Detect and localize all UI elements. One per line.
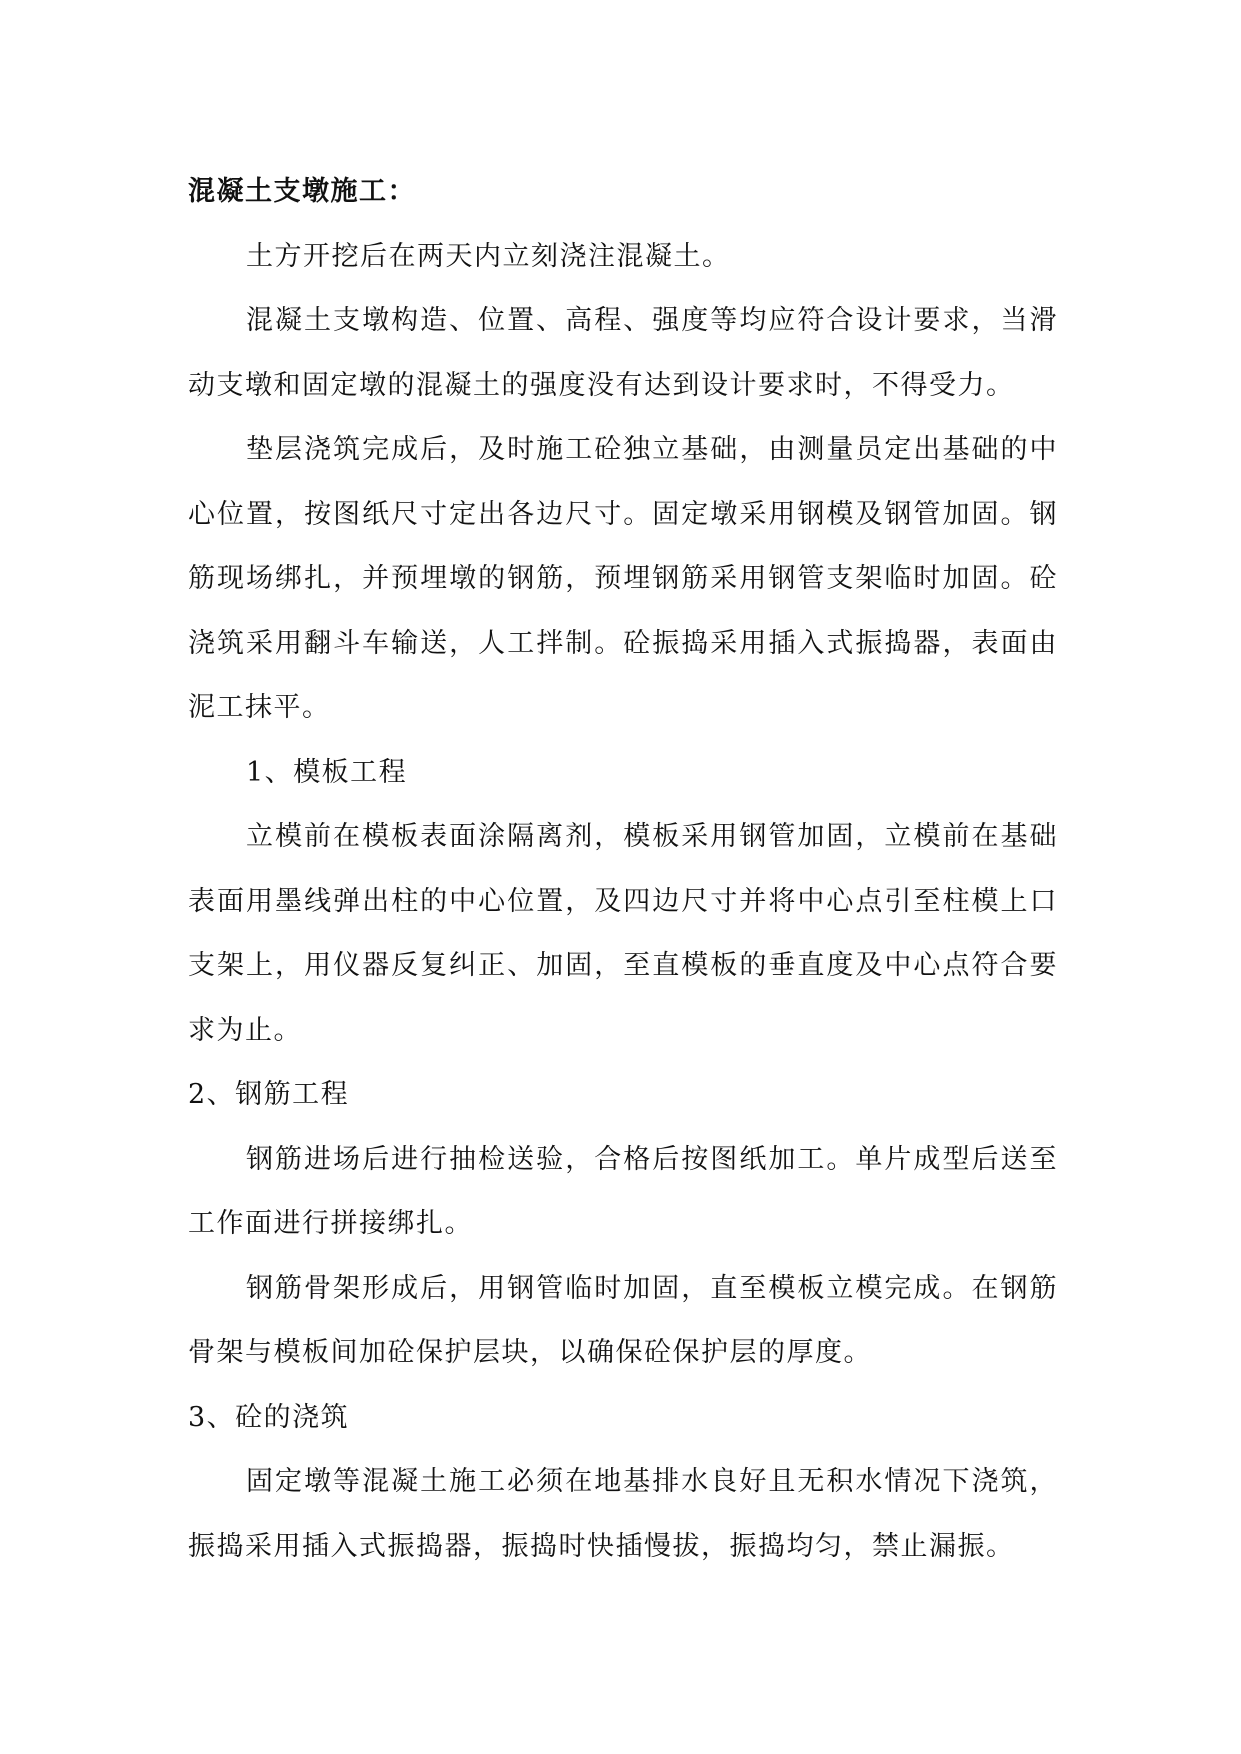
paragraph-pier-requirements: 混凝土支墩构造、位置、高程、强度等均应符合设计要求，当滑动支墩和固定墩的混凝土的强度没有达到设计要求时，不得受力。 [188,305,1058,401]
paragraph-rebar-inspection: 钢筋进场后进行抽检送验，合格后按图纸加工。单片成型后送至工作面进行拼接绑扎。 [188,1143,1058,1239]
subheading-concrete-pouring: 3、砼的浇筑 [188,1401,350,1433]
paragraph-concrete-pouring: 固定墩等混凝土施工必须在地基排水良好且无积水情况下浇筑，振捣采用插入式振捣器，振捣时快插慢拔，振捣均匀，禁止漏振。 [188,1466,1058,1562]
subheading-formwork: 1、模板工程 [246,756,408,788]
paragraph-formwork: 立模前在模板表面涂隔离剂，模板采用钢管加固，立模前在基础表面用墨线弹出柱的中心位置，及四边尺寸并将中心点引至柱模上口支架上，用仪器反复纠正、加固，至直模板的垂直度及中心点符合要求为止。 [188,821,1058,1046]
paragraph-foundation-construction: 垫层浇筑完成后，及时施工砼独立基础，由测量员定出基础的中心位置，按图纸尺寸定出各边尺寸。固定墩采用钢模及钢管加固。钢筋现场绑扎，并预埋墩的钢筋，预埋钢筋采用钢管支架临时加固。砼浇筑采用翻斗车输送，人工拌制。砼振捣采用插入式振捣器，表面由泥工抹平。 [188,434,1058,723]
subheading-rebar: 2、钢筋工程 [188,1079,350,1110]
paragraph-excavation: 土方开挖后在两天内立刻浇注混凝土。 [246,240,731,272]
document-body [188,160,1058,1579]
section-heading: 混凝土支墩施工： [188,176,416,207]
paragraph-rebar-cage: 钢筋骨架形成后，用钢管临时加固，直至模板立模完成。在钢筋骨架与模板间加砼保护层块，以确保砼保护层的厚度。 [188,1272,1058,1368]
